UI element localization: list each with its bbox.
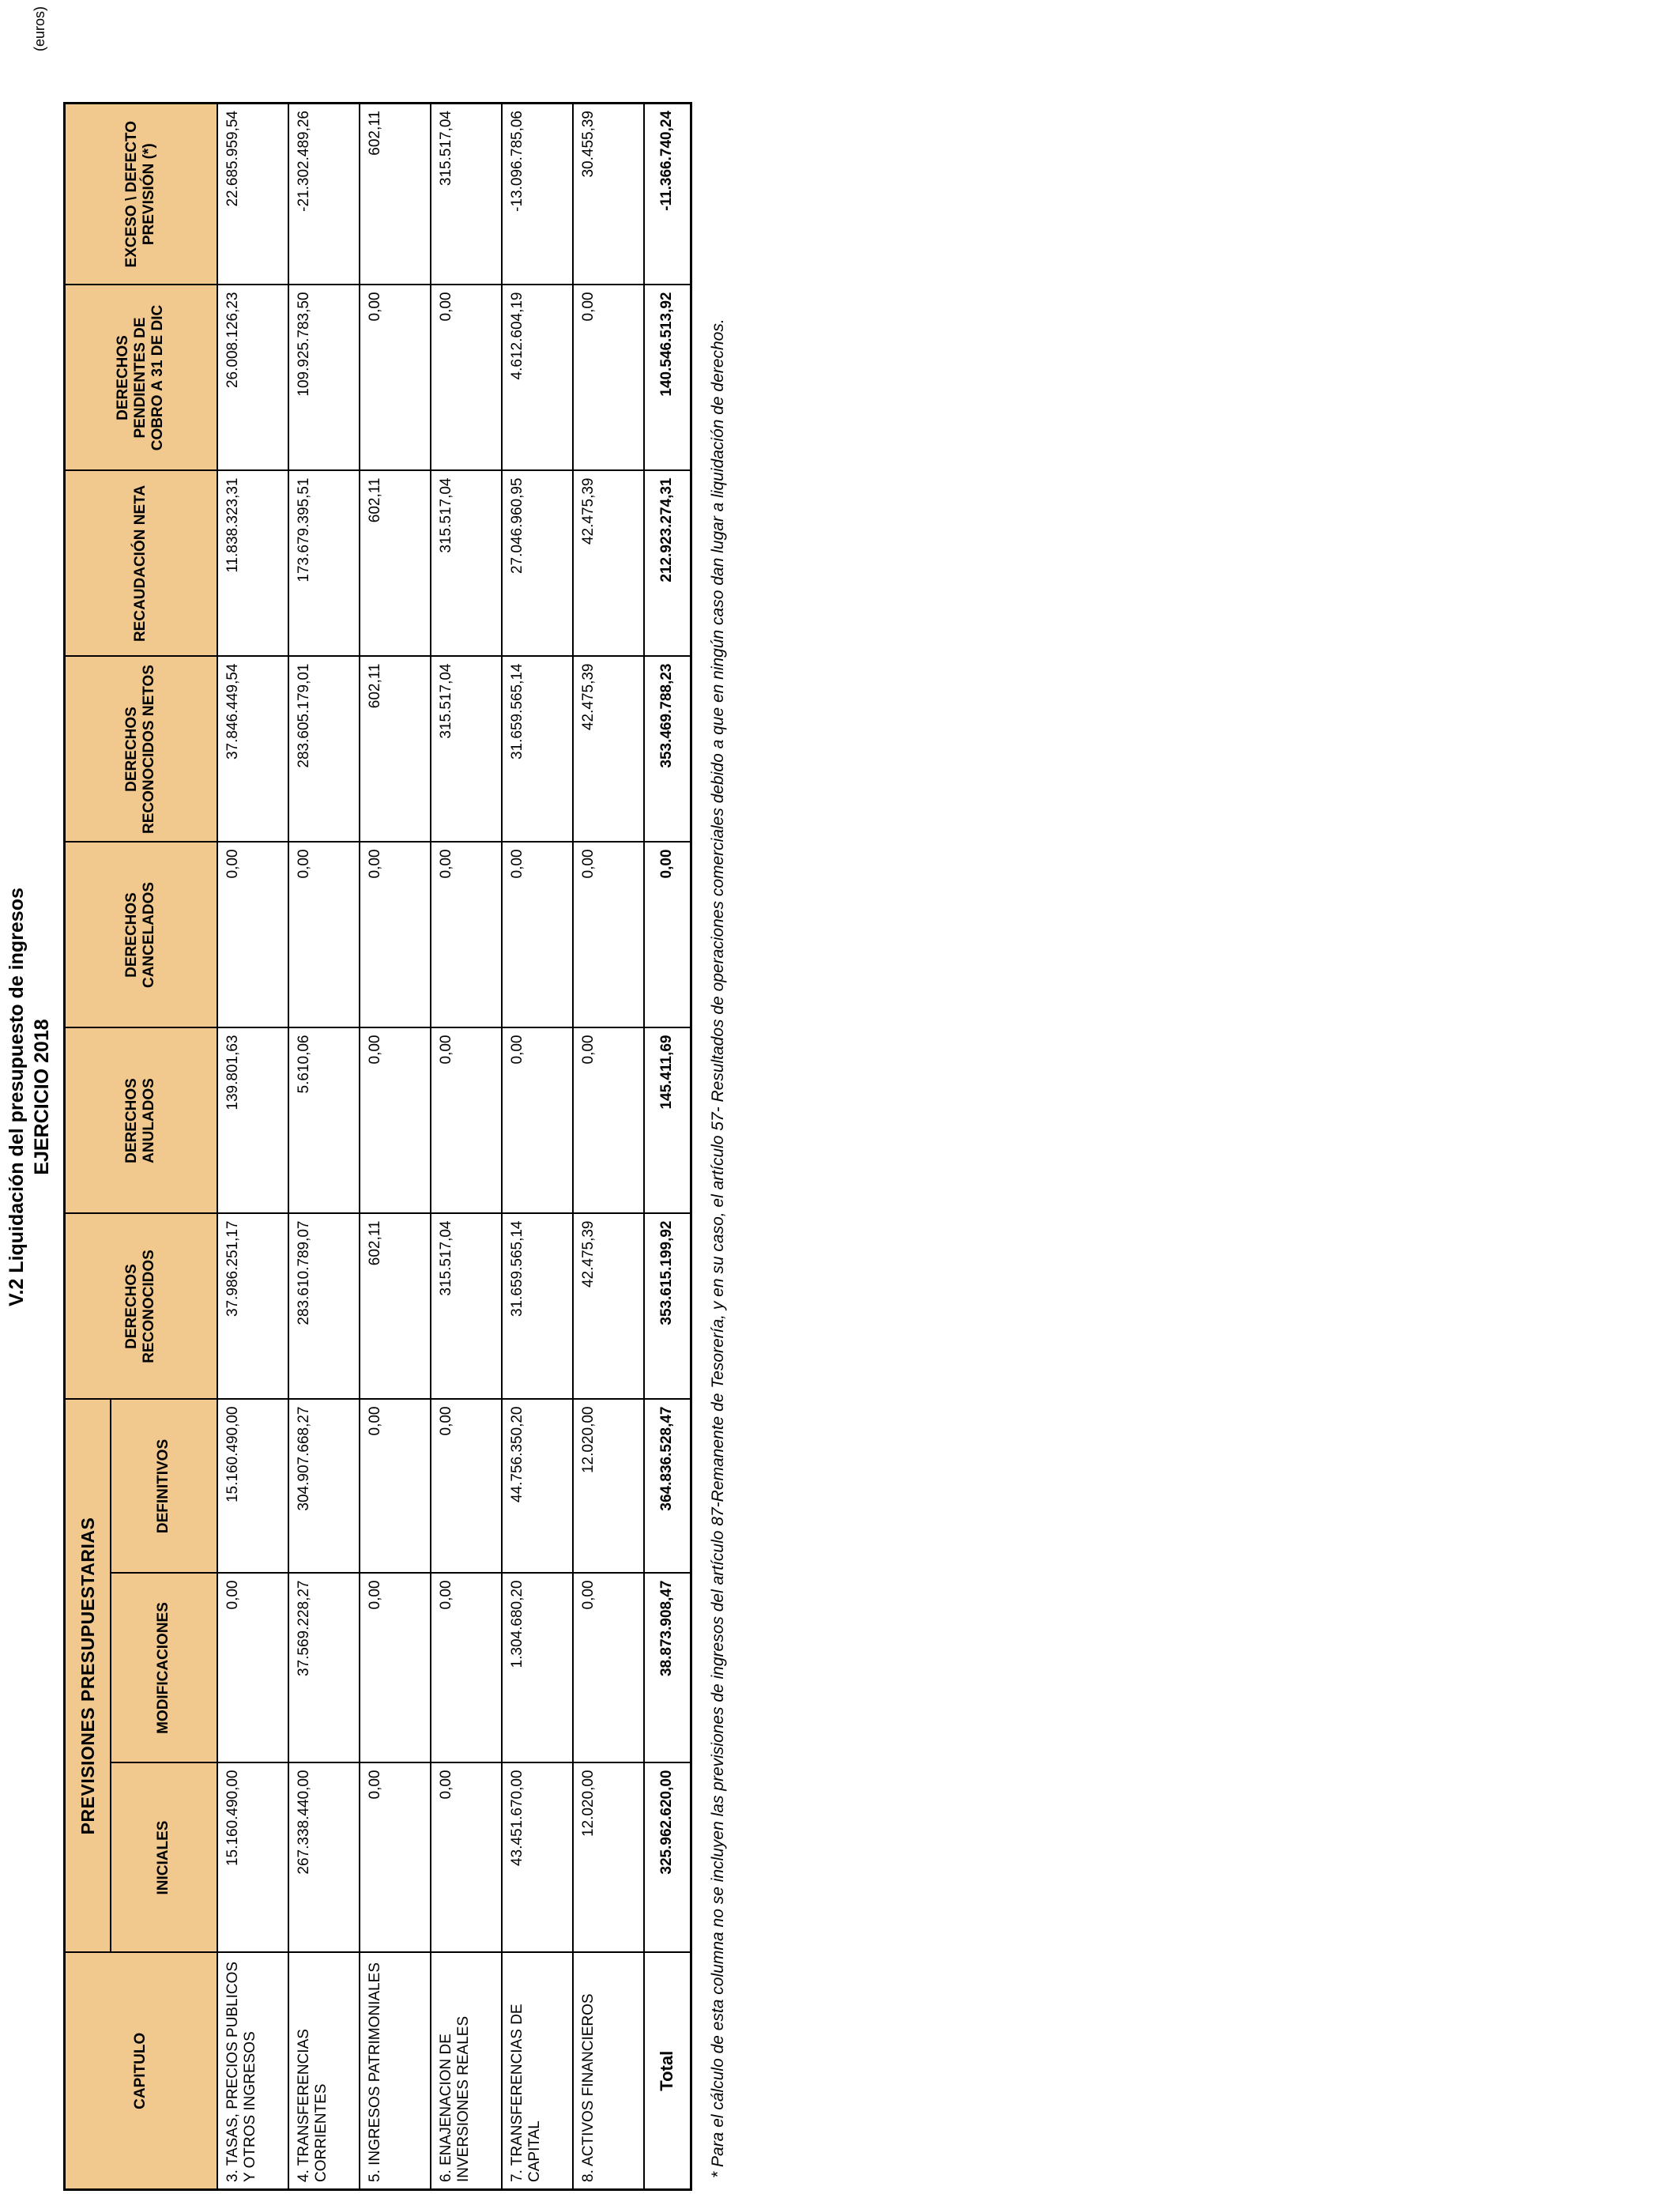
table-row (288, 104, 360, 2190)
cell-anulados: 0,00 (573, 1028, 644, 1214)
cell-capitulo: 4. TRANSFERENCIAS CORRIENTES (288, 1953, 360, 2190)
cell-pendientes: 0,00 (431, 285, 502, 471)
total-cell-recaudacion: 212.923.274,31 (644, 471, 691, 657)
cell-netos: 31.659.565,14 (502, 657, 573, 843)
header-derechos-pendientes: DERECHOS PENDIENTES DE COBRO A 31 DE DIC (65, 285, 217, 471)
cell-reconocidos: 37.986.251,17 (217, 1214, 288, 1400)
cell-iniciales: 15.160.490,00 (217, 1763, 288, 1953)
total-cell-modificaciones: 38.873.908,47 (644, 1574, 691, 1763)
cell-netos: 37.846.449,54 (217, 657, 288, 843)
cell-modificaciones: 0,00 (217, 1574, 288, 1763)
header-derechos-cancelados: DERECHOS CANCELADOS (65, 843, 217, 1028)
total-cell-exceso: -11.366.740,24 (644, 104, 691, 285)
cell-exceso: 602,11 (360, 104, 431, 285)
cell-cancelados: 0,00 (288, 843, 360, 1028)
table-row (217, 104, 288, 2190)
cell-netos: 42.475,39 (573, 657, 644, 843)
cell-reconocidos: 31.659.565,14 (502, 1214, 573, 1400)
header-iniciales: INICIALES (111, 1763, 217, 1953)
cell-pendientes: 109.925.783,50 (288, 285, 360, 471)
cell-definitivos: 0,00 (431, 1400, 502, 1574)
cell-exceso: 30.455,39 (573, 104, 644, 285)
cell-recaudacion: 11.838.323,31 (217, 471, 288, 657)
cell-anulados: 0,00 (502, 1028, 573, 1214)
cell-reconocidos: 283.610.789,07 (288, 1214, 360, 1400)
cell-anulados: 0,00 (360, 1028, 431, 1214)
table-row (431, 104, 502, 2190)
page-title: V.2 Liquidación del presupuesto de ingresos (6, 888, 28, 1306)
cell-reconocidos: 602,11 (360, 1214, 431, 1400)
cell-pendientes: 26.008.126,23 (217, 285, 288, 471)
cell-iniciales: 267.338.440,00 (288, 1763, 360, 1953)
cell-iniciales: 12.020,00 (573, 1763, 644, 1953)
cell-definitivos: 44.756.350,20 (502, 1400, 573, 1574)
cell-definitivos: 0,00 (360, 1400, 431, 1574)
cell-cancelados: 0,00 (360, 843, 431, 1028)
cell-exceso: 315.517,04 (431, 104, 502, 285)
cell-recaudacion: 42.475,39 (573, 471, 644, 657)
cell-capitulo: 5. INGRESOS PATRIMONIALES (360, 1953, 431, 2190)
cell-capitulo: 3. TASAS, PRECIOS PUBLICOS Y OTROS INGRESOS (217, 1953, 288, 2190)
table-row (573, 104, 644, 2190)
header-previsiones-group: PREVISIONES PRESUPUESTARIAS (65, 1400, 111, 1953)
cell-cancelados: 0,00 (502, 843, 573, 1028)
cell-definitivos: 12.020,00 (573, 1400, 644, 1574)
header-modificaciones: MODIFICACIONES (111, 1574, 217, 1763)
total-cell-pendientes: 140.546.513,92 (644, 285, 691, 471)
total-cell-iniciales: 325.962.620,00 (644, 1763, 691, 1953)
cell-pendientes: 4.612.604,19 (502, 285, 573, 471)
cell-anulados: 5.610,06 (288, 1028, 360, 1214)
total-cell-capitulo: Total (644, 1953, 691, 2190)
cell-definitivos: 15.160.490,00 (217, 1400, 288, 1574)
header-capitulo: CAPITULO (65, 1953, 217, 2190)
cell-definitivos: 304.907.668,27 (288, 1400, 360, 1574)
cell-netos: 283.605.179,01 (288, 657, 360, 843)
total-cell-cancelados: 0,00 (644, 843, 691, 1028)
total-cell-reconocidos: 353.615.199,92 (644, 1214, 691, 1400)
header-recaudacion-neta: RECAUDACIÓN NETA (65, 471, 217, 657)
cell-modificaciones: 0,00 (431, 1574, 502, 1763)
header-exceso-defecto: EXCESO \ DEFECTO PREVISIÓN (*) (65, 104, 217, 285)
cell-modificaciones: 0,00 (573, 1574, 644, 1763)
cell-modificaciones: 37.569.228,27 (288, 1574, 360, 1763)
cell-recaudacion: 602,11 (360, 471, 431, 657)
table-row (502, 104, 573, 2190)
cell-pendientes: 0,00 (573, 285, 644, 471)
units-label: (euros) (32, 6, 47, 52)
cell-modificaciones: 0,00 (360, 1574, 431, 1763)
total-cell-definitivos: 364.836.528,47 (644, 1400, 691, 1574)
cell-recaudacion: 27.046.960,95 (502, 471, 573, 657)
cell-reconocidos: 315.517,04 (431, 1214, 502, 1400)
total-row (644, 104, 691, 2190)
footnote: * Para el cálculo de esta columna no se incluyen las previsiones de ingresos del artículo 87-Remanente de Tesorería, y en su caso, el artículo 57- Resultados de operaciones comerciales debido a que en ningún caso dan lugar a liquidación de derechos. (709, 319, 727, 2178)
table-row (360, 104, 431, 2190)
cell-iniciales: 43.451.670,00 (502, 1763, 573, 1953)
header-derechos-reconocidos: DERECHOS RECONOCIDOS (65, 1214, 217, 1400)
cell-pendientes: 0,00 (360, 285, 431, 471)
cell-cancelados: 0,00 (573, 843, 644, 1028)
cell-cancelados: 0,00 (217, 843, 288, 1028)
cell-capitulo: 7. TRANSFERENCIAS DE CAPITAL (502, 1953, 573, 2190)
budget-revenue-table (63, 102, 692, 2191)
cell-iniciales: 0,00 (360, 1763, 431, 1953)
cell-recaudacion: 173.679.395,51 (288, 471, 360, 657)
cell-exceso: -13.096.785,06 (502, 104, 573, 285)
cell-modificaciones: 1.304.680,20 (502, 1574, 573, 1763)
cell-cancelados: 0,00 (431, 843, 502, 1028)
cell-anulados: 139.801,63 (217, 1028, 288, 1214)
cell-exceso: -21.302.489,26 (288, 104, 360, 285)
cell-netos: 602,11 (360, 657, 431, 843)
cell-netos: 315.517,04 (431, 657, 502, 843)
cell-recaudacion: 315.517,04 (431, 471, 502, 657)
header-derechos-anulados: DERECHOS ANULADOS (65, 1028, 217, 1214)
cell-anulados: 0,00 (431, 1028, 502, 1214)
table-body (217, 104, 691, 2190)
cell-exceso: 22.685.959,54 (217, 104, 288, 285)
total-cell-netos: 353.469.788,23 (644, 657, 691, 843)
header-definitivos: DEFINITIVOS (111, 1400, 217, 1574)
cell-capitulo: 8. ACTIVOS FINANCIEROS (573, 1953, 644, 2190)
page-subtitle: EJERCICIO 2018 (31, 1019, 53, 1175)
cell-reconocidos: 42.475,39 (573, 1214, 644, 1400)
cell-iniciales: 0,00 (431, 1763, 502, 1953)
total-cell-anulados: 145.411,69 (644, 1028, 691, 1214)
header-derechos-netos: DERECHOS RECONOCIDOS NETOS (65, 657, 217, 843)
cell-capitulo: 6. ENAJENACION DE INVERSIONES REALES (431, 1953, 502, 2190)
